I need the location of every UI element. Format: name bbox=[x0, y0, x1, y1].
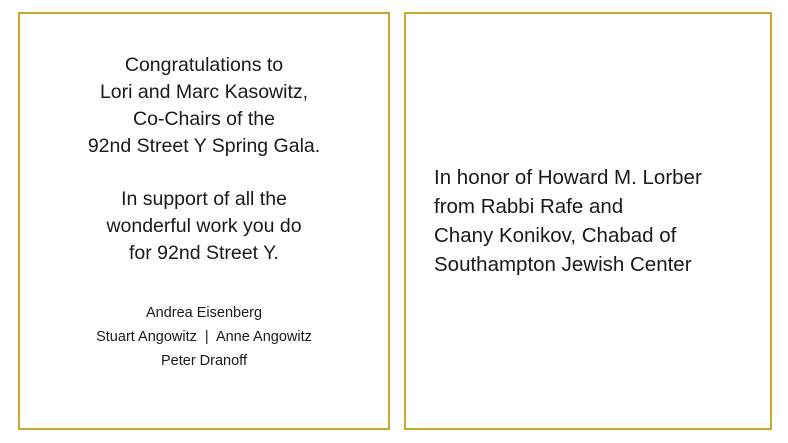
left-ad-message-line: Congratulations to bbox=[124, 53, 284, 76]
signature-line: Stuart Angowitz | Anne Angowitz bbox=[96, 328, 312, 345]
left-ad-signature bbox=[40, 301, 368, 373]
left-ad-message-line: Lori and Marc Kasowitz, bbox=[99, 80, 309, 103]
right-ad-message-line: from Rabbi Rafe and bbox=[434, 195, 624, 218]
left-ad-message bbox=[40, 52, 368, 160]
right-ad-message bbox=[434, 163, 742, 279]
right-ad-message-line: Southampton Jewish Center bbox=[434, 253, 692, 276]
signature-line: Andrea Eisenberg bbox=[145, 304, 263, 321]
left-ad-support-message bbox=[40, 186, 368, 267]
right-ad-card bbox=[404, 12, 772, 430]
right-ad-content bbox=[406, 163, 770, 279]
left-ad-support-line: In support of all the bbox=[121, 187, 287, 210]
left-ad-support-line: wonderful work you do bbox=[106, 214, 302, 237]
left-ad-message-line: 92nd Street Y Spring Gala. bbox=[87, 134, 321, 157]
right-ad-message-line: Chany Konikov, Chabad of bbox=[434, 224, 677, 247]
paragraph-spacer bbox=[40, 160, 368, 186]
left-ad-content bbox=[20, 52, 388, 373]
left-ad-message-line: Co-Chairs of the bbox=[133, 107, 275, 130]
left-ad-card bbox=[18, 12, 390, 430]
signature-line: Peter Dranoff bbox=[161, 352, 247, 369]
right-ad-message-line: In honor of Howard M. Lorber bbox=[434, 166, 702, 189]
left-ad-support-line: for 92nd Street Y. bbox=[129, 241, 279, 264]
